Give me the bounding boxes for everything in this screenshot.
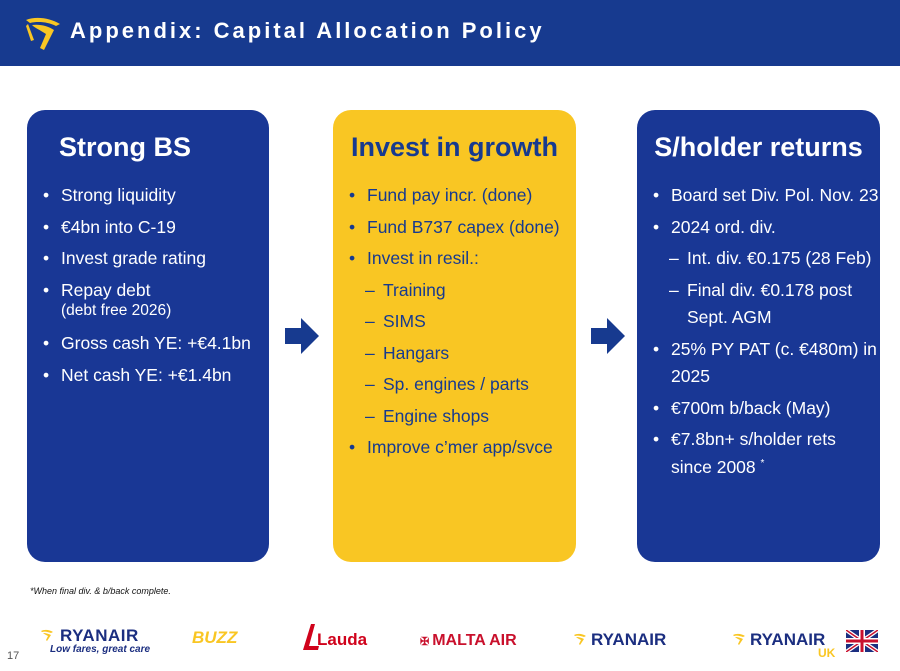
bullet-item: • Net cash YE: +€1.4bn xyxy=(41,360,261,392)
panel-title: Invest in growth xyxy=(350,132,558,162)
sub-bullet-item: – Int. div. €0.175 (28 Feb) xyxy=(651,243,872,275)
bullet-list xyxy=(651,180,879,483)
bullet-note: (debt free 2026) xyxy=(61,302,172,319)
sub-bullet-item: – Hangars xyxy=(347,338,568,370)
bullet-list xyxy=(347,180,568,464)
bullet-list xyxy=(41,180,261,391)
ryanair-logo xyxy=(573,630,666,650)
right-arrow-icon xyxy=(591,318,625,354)
ryanair-uk-logo xyxy=(732,630,836,660)
bullet-item: • Improve c’mer app/svce xyxy=(347,432,568,464)
bullet-item: • Fund B737 capex (done) xyxy=(347,212,568,244)
bullet-item: • 2024 ord. div. xyxy=(651,212,872,244)
brand-name: BUZZ xyxy=(192,628,238,647)
brand-tagline: Low fares, great care xyxy=(50,644,151,655)
harp-icon xyxy=(732,632,746,646)
panel-title: S/holder returns xyxy=(654,132,863,162)
bullet-item: • €700m b/back (May) xyxy=(651,393,872,425)
sub-bullet-item: – Sp. engines / parts xyxy=(347,369,568,401)
malta-air-logo xyxy=(420,632,517,650)
footnote-marker: * xyxy=(760,457,765,469)
bullet-text: since 2008 xyxy=(671,456,756,477)
harp-icon xyxy=(573,632,587,646)
bullet-continuation xyxy=(651,452,872,484)
header-bar xyxy=(0,0,900,66)
sub-bullet-item: – SIMS xyxy=(347,306,568,338)
page-title: Appendix: Capital Allocation Policy xyxy=(70,18,545,43)
bullet-item: • €7.8bn+ s/holder rets xyxy=(651,424,872,456)
bullet-item: • Repay debt xyxy=(41,275,261,307)
maltese-cross-icon: ✠ xyxy=(420,636,430,648)
bullet-item: • Strong liquidity xyxy=(41,180,261,212)
brand-uk-label: UK xyxy=(818,646,836,660)
union-jack-flag-icon xyxy=(846,630,878,652)
bullet-item: • Gross cash YE: +€4.1bn xyxy=(41,328,261,360)
brand-name: Lauda xyxy=(317,630,368,649)
panel-sholder-returns xyxy=(637,110,880,562)
bullet-item: • €4bn into C-19 xyxy=(41,212,261,244)
bullet-item: • Fund pay incr. (done) xyxy=(347,180,568,212)
sub-bullet-item: – Training xyxy=(347,275,568,307)
bullet-item: • Invest in resil.: xyxy=(347,243,568,275)
bullet-item: • Board set Div. Pol. Nov. 23 xyxy=(651,180,872,212)
bullet-item: • 25% PY PAT (c. €480m) in xyxy=(651,334,872,366)
panel-invest-in-growth xyxy=(333,110,576,562)
page-number: 17 xyxy=(7,650,20,662)
panel-title: Strong BS xyxy=(59,132,191,162)
sub-bullet-item: – Final div. €0.178 post xyxy=(651,275,872,307)
harp-icon xyxy=(40,628,54,642)
panel-strong-bs xyxy=(27,110,269,562)
brand-name: RYANAIR xyxy=(60,626,139,645)
right-arrow-icon xyxy=(285,318,319,354)
sub-bullet-continuation: Sept. AGM xyxy=(687,307,772,327)
brand-name: RYANAIR xyxy=(591,630,667,649)
buzz-logo xyxy=(192,628,256,648)
brand-name: MALTA AIR xyxy=(432,632,517,649)
footnote: *When final div. & b/back complete. xyxy=(30,586,171,596)
sub-bullet-item: – Engine shops xyxy=(347,401,568,433)
bullet-item: • Invest grade rating xyxy=(41,243,261,275)
ryanair-harp-logo-icon xyxy=(22,12,64,54)
bullet-continuation: 2025 xyxy=(671,366,710,386)
brand-name: RYANAIR xyxy=(750,630,826,649)
